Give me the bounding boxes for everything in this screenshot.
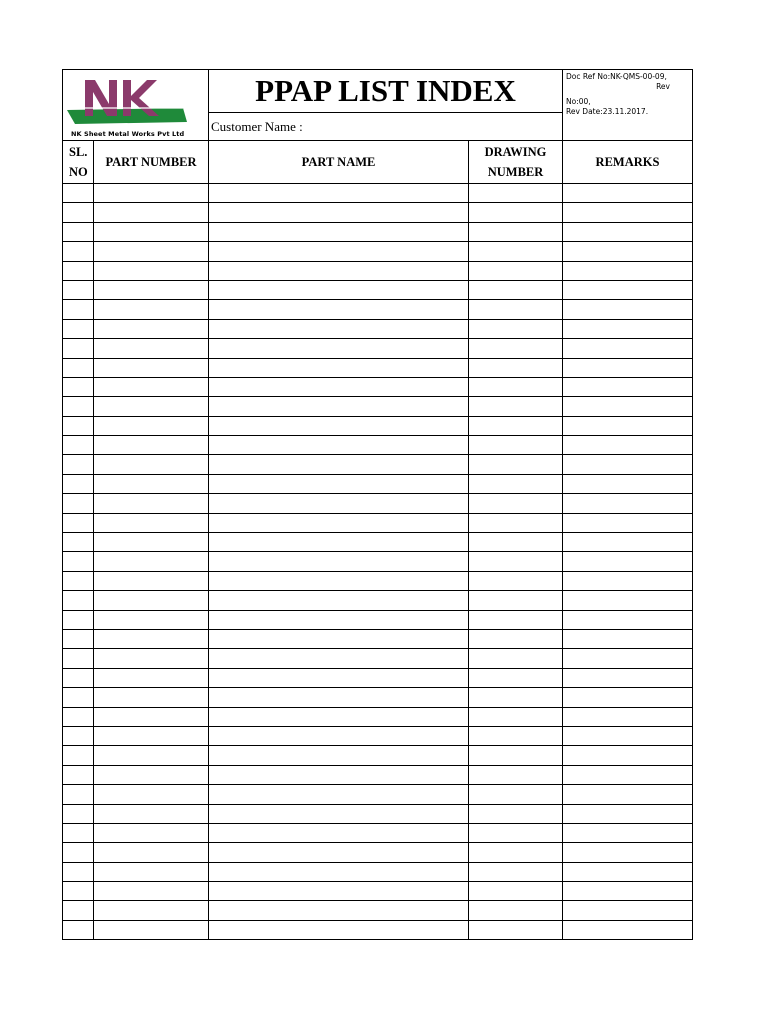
cell-sl-no[interactable] (63, 823, 94, 842)
cell-part-number[interactable] (94, 629, 209, 648)
cell-part-number[interactable] (94, 785, 209, 804)
table-row (63, 649, 693, 668)
cell-part-number[interactable] (94, 513, 209, 532)
table-row (63, 222, 693, 241)
cell-sl-no[interactable] (63, 707, 94, 726)
cell-drawing-number[interactable] (469, 843, 563, 862)
cell-part-name[interactable] (209, 823, 469, 842)
cell-drawing-number[interactable] (469, 668, 563, 687)
cell-sl-no[interactable] (63, 649, 94, 668)
cell-drawing-number[interactable] (469, 688, 563, 707)
col-header-part-name: PART NAME (209, 141, 469, 184)
cell-sl-no[interactable] (63, 494, 94, 513)
cell-part-name[interactable] (209, 765, 469, 784)
cell-sl-no[interactable] (63, 416, 94, 435)
cell-remarks[interactable] (563, 184, 693, 203)
cell-drawing-number[interactable] (469, 358, 563, 377)
cell-sl-no[interactable] (63, 222, 94, 241)
cell-drawing-number[interactable] (469, 242, 563, 261)
cell-remarks[interactable] (563, 862, 693, 881)
cell-drawing-number[interactable] (469, 436, 563, 455)
cell-sl-no[interactable] (63, 746, 94, 765)
cell-part-number[interactable] (94, 300, 209, 319)
cell-part-number[interactable] (94, 280, 209, 299)
cell-sl-no[interactable] (63, 901, 94, 920)
cell-remarks[interactable] (563, 474, 693, 493)
table-row (63, 843, 693, 862)
cell-remarks[interactable] (563, 339, 693, 358)
cell-drawing-number[interactable] (469, 280, 563, 299)
cell-part-number[interactable] (94, 707, 209, 726)
cell-part-number[interactable] (94, 823, 209, 842)
cell-sl-no[interactable] (63, 533, 94, 552)
cell-remarks[interactable] (563, 242, 693, 261)
cell-drawing-number[interactable] (469, 707, 563, 726)
cell-sl-no[interactable] (63, 571, 94, 590)
cell-sl-no[interactable] (63, 668, 94, 687)
table-row (63, 726, 693, 745)
cell-sl-no[interactable] (63, 610, 94, 629)
cell-sl-no[interactable] (63, 688, 94, 707)
table-row (63, 436, 693, 455)
cell-remarks[interactable] (563, 358, 693, 377)
cell-remarks[interactable] (563, 397, 693, 416)
cell-remarks[interactable] (563, 920, 693, 939)
cell-drawing-number[interactable] (469, 300, 563, 319)
cell-part-number[interactable] (94, 416, 209, 435)
cell-part-name[interactable] (209, 242, 469, 261)
col-header-remarks: REMARKS (563, 141, 693, 184)
cell-sl-no[interactable] (63, 862, 94, 881)
cell-part-name[interactable] (209, 552, 469, 571)
cell-sl-no[interactable] (63, 203, 94, 222)
cell-part-number[interactable] (94, 591, 209, 610)
cell-drawing-number[interactable] (469, 494, 563, 513)
cell-remarks[interactable] (563, 455, 693, 474)
table-row (63, 901, 693, 920)
cell-remarks[interactable] (563, 222, 693, 241)
cell-sl-no[interactable] (63, 261, 94, 280)
cell-part-number[interactable] (94, 649, 209, 668)
cell-drawing-number[interactable] (469, 823, 563, 842)
cell-sl-no[interactable] (63, 339, 94, 358)
cell-drawing-number[interactable] (469, 319, 563, 338)
cell-remarks[interactable] (563, 610, 693, 629)
table-row (63, 746, 693, 765)
cell-part-number[interactable] (94, 358, 209, 377)
cell-part-name[interactable] (209, 649, 469, 668)
cell-part-name[interactable] (209, 571, 469, 590)
cell-drawing-number[interactable] (469, 862, 563, 881)
cell-part-number[interactable] (94, 843, 209, 862)
cell-part-number[interactable] (94, 397, 209, 416)
cell-remarks[interactable] (563, 494, 693, 513)
table-row (63, 242, 693, 261)
cell-part-number[interactable] (94, 203, 209, 222)
cell-part-number[interactable] (94, 804, 209, 823)
cell-part-number[interactable] (94, 184, 209, 203)
cell-remarks[interactable] (563, 571, 693, 590)
cell-sl-no[interactable] (63, 629, 94, 648)
cell-remarks[interactable] (563, 843, 693, 862)
cell-remarks[interactable] (563, 319, 693, 338)
cell-sl-no[interactable] (63, 843, 94, 862)
customer-name-field[interactable]: Customer Name : (209, 113, 563, 141)
cell-sl-no[interactable] (63, 474, 94, 493)
logo-cell (63, 70, 209, 141)
cell-drawing-number[interactable] (469, 901, 563, 920)
table-row (63, 804, 693, 823)
cell-drawing-number[interactable] (469, 920, 563, 939)
company-logo (65, 74, 205, 130)
cell-remarks[interactable] (563, 300, 693, 319)
cell-sl-no[interactable] (63, 377, 94, 396)
col-header-sl-no (63, 141, 94, 184)
doc-ref-block (563, 70, 693, 141)
cell-part-name[interactable] (209, 901, 469, 920)
doc-ref-rev-date: Rev Date:23.11.2017. (566, 107, 649, 116)
cell-remarks[interactable] (563, 804, 693, 823)
cell-sl-no[interactable] (63, 455, 94, 474)
cell-drawing-number[interactable] (469, 222, 563, 241)
col-header-sl-line2: NO (69, 165, 88, 179)
cell-drawing-number[interactable] (469, 746, 563, 765)
cell-part-name[interactable] (209, 629, 469, 648)
cell-remarks[interactable] (563, 377, 693, 396)
cell-sl-no[interactable] (63, 397, 94, 416)
cell-sl-no[interactable] (63, 726, 94, 745)
cell-remarks[interactable] (563, 823, 693, 842)
table-row (63, 494, 693, 513)
cell-part-name[interactable] (209, 436, 469, 455)
table-row (63, 707, 693, 726)
cell-part-name[interactable] (209, 707, 469, 726)
cell-part-name[interactable] (209, 746, 469, 765)
cell-sl-no[interactable] (63, 552, 94, 571)
cell-sl-no[interactable] (63, 280, 94, 299)
cell-part-name[interactable] (209, 300, 469, 319)
table-row (63, 785, 693, 804)
doc-ref-number: Doc Ref No:NK-QMS-00-09, (566, 72, 667, 81)
cell-remarks[interactable] (563, 882, 693, 901)
cell-drawing-number[interactable] (469, 726, 563, 745)
cell-part-name[interactable] (209, 319, 469, 338)
table-row (63, 823, 693, 842)
cell-part-name[interactable] (209, 377, 469, 396)
cell-part-name[interactable] (209, 358, 469, 377)
cell-part-number[interactable] (94, 882, 209, 901)
column-header-row (63, 141, 693, 184)
cell-remarks[interactable] (563, 261, 693, 280)
cell-part-name[interactable] (209, 474, 469, 493)
table-row (63, 882, 693, 901)
table-row (63, 668, 693, 687)
table-row (63, 319, 693, 338)
cell-part-name[interactable] (209, 785, 469, 804)
table-row (63, 203, 693, 222)
cell-sl-no[interactable] (63, 242, 94, 261)
cell-part-number[interactable] (94, 533, 209, 552)
cell-part-number[interactable] (94, 765, 209, 784)
cell-part-name[interactable] (209, 222, 469, 241)
cell-sl-no[interactable] (63, 184, 94, 203)
table-row (63, 397, 693, 416)
cell-part-number[interactable] (94, 494, 209, 513)
cell-part-name[interactable] (209, 261, 469, 280)
cell-part-name[interactable] (209, 455, 469, 474)
table-row (63, 455, 693, 474)
cell-drawing-number[interactable] (469, 785, 563, 804)
table-row (63, 765, 693, 784)
cell-drawing-number[interactable] (469, 203, 563, 222)
cell-part-name[interactable] (209, 494, 469, 513)
table-row (63, 184, 693, 203)
cell-part-number[interactable] (94, 261, 209, 280)
col-header-sl-line1: SL. (69, 145, 88, 159)
table-row (63, 474, 693, 493)
table-row (63, 610, 693, 629)
cell-sl-no[interactable] (63, 882, 94, 901)
cell-part-name[interactable] (209, 862, 469, 881)
cell-remarks[interactable] (563, 533, 693, 552)
cell-part-number[interactable] (94, 668, 209, 687)
doc-ref-rev-label: Rev (656, 82, 670, 91)
cell-drawing-number[interactable] (469, 571, 563, 590)
doc-ref-rev-number: No:00, (566, 97, 591, 106)
cell-sl-no[interactable] (63, 785, 94, 804)
cell-remarks[interactable] (563, 746, 693, 765)
cell-part-name[interactable] (209, 416, 469, 435)
table-row (63, 552, 693, 571)
cell-remarks[interactable] (563, 552, 693, 571)
cell-sl-no[interactable] (63, 436, 94, 455)
col-header-drawing-line2: NUMBER (487, 165, 544, 179)
col-header-part-number: PART NUMBER (94, 141, 209, 184)
cell-part-name[interactable] (209, 591, 469, 610)
table-row (63, 513, 693, 532)
ppap-form (62, 69, 692, 940)
cell-remarks[interactable] (563, 726, 693, 745)
cell-drawing-number[interactable] (469, 882, 563, 901)
cell-part-number[interactable] (94, 436, 209, 455)
cell-drawing-number[interactable] (469, 610, 563, 629)
col-header-drawing-line1: DRAWING (484, 145, 547, 159)
ppap-list-table (62, 69, 693, 940)
cell-part-number[interactable] (94, 920, 209, 939)
cell-drawing-number[interactable] (469, 533, 563, 552)
table-row (63, 629, 693, 648)
cell-part-name[interactable] (209, 339, 469, 358)
table-row (63, 280, 693, 299)
table-row (63, 339, 693, 358)
cell-part-number[interactable] (94, 610, 209, 629)
cell-part-name[interactable] (209, 688, 469, 707)
table-row (63, 688, 693, 707)
cell-drawing-number[interactable] (469, 377, 563, 396)
table-row (63, 591, 693, 610)
cell-part-name[interactable] (209, 726, 469, 745)
cell-part-number[interactable] (94, 222, 209, 241)
company-name: NK Sheet Metal Works Pvt Ltd (71, 130, 185, 138)
cell-remarks[interactable] (563, 707, 693, 726)
cell-drawing-number[interactable] (469, 513, 563, 532)
cell-part-number[interactable] (94, 862, 209, 881)
cell-remarks[interactable] (563, 280, 693, 299)
cell-part-number[interactable] (94, 552, 209, 571)
cell-sl-no[interactable] (63, 513, 94, 532)
cell-sl-no[interactable] (63, 358, 94, 377)
cell-part-number[interactable] (94, 746, 209, 765)
cell-drawing-number[interactable] (469, 804, 563, 823)
cell-drawing-number[interactable] (469, 591, 563, 610)
cell-part-number[interactable] (94, 339, 209, 358)
cell-part-name[interactable] (209, 610, 469, 629)
cell-drawing-number[interactable] (469, 552, 563, 571)
table-row (63, 300, 693, 319)
cell-remarks[interactable] (563, 649, 693, 668)
cell-drawing-number[interactable] (469, 339, 563, 358)
cell-sl-no[interactable] (63, 765, 94, 784)
cell-part-number[interactable] (94, 474, 209, 493)
cell-remarks[interactable] (563, 203, 693, 222)
cell-sl-no[interactable] (63, 920, 94, 939)
cell-remarks[interactable] (563, 416, 693, 435)
table-row (63, 416, 693, 435)
table-row (63, 358, 693, 377)
cell-drawing-number[interactable] (469, 261, 563, 280)
cell-drawing-number[interactable] (469, 474, 563, 493)
cell-part-name[interactable] (209, 184, 469, 203)
cell-part-number[interactable] (94, 377, 209, 396)
cell-part-name[interactable] (209, 203, 469, 222)
cell-part-name[interactable] (209, 668, 469, 687)
cell-part-name[interactable] (209, 804, 469, 823)
cell-part-number[interactable] (94, 242, 209, 261)
cell-part-name[interactable] (209, 513, 469, 532)
cell-remarks[interactable] (563, 688, 693, 707)
cell-drawing-number[interactable] (469, 629, 563, 648)
cell-part-name[interactable] (209, 920, 469, 939)
table-row (63, 571, 693, 590)
cell-drawing-number[interactable] (469, 416, 563, 435)
cell-remarks[interactable] (563, 436, 693, 455)
cell-part-name[interactable] (209, 533, 469, 552)
cell-part-name[interactable] (209, 882, 469, 901)
table-row (63, 533, 693, 552)
table-row (63, 261, 693, 280)
cell-remarks[interactable] (563, 765, 693, 784)
cell-sl-no[interactable] (63, 804, 94, 823)
cell-part-name[interactable] (209, 397, 469, 416)
table-row (63, 377, 693, 396)
cell-drawing-number[interactable] (469, 397, 563, 416)
cell-remarks[interactable] (563, 785, 693, 804)
cell-remarks[interactable] (563, 629, 693, 648)
cell-part-number[interactable] (94, 455, 209, 474)
cell-remarks[interactable] (563, 901, 693, 920)
col-header-drawing-number (469, 141, 563, 184)
page-title: PPAP LIST INDEX (209, 70, 563, 113)
cell-remarks[interactable] (563, 668, 693, 687)
cell-part-number[interactable] (94, 571, 209, 590)
cell-drawing-number[interactable] (469, 455, 563, 474)
cell-drawing-number[interactable] (469, 765, 563, 784)
cell-remarks[interactable] (563, 591, 693, 610)
table-row (63, 920, 693, 939)
cell-part-name[interactable] (209, 843, 469, 862)
cell-part-name[interactable] (209, 280, 469, 299)
cell-sl-no[interactable] (63, 591, 94, 610)
cell-part-number[interactable] (94, 726, 209, 745)
cell-remarks[interactable] (563, 513, 693, 532)
cell-sl-no[interactable] (63, 300, 94, 319)
table-row (63, 862, 693, 881)
cell-sl-no[interactable] (63, 319, 94, 338)
cell-part-number[interactable] (94, 901, 209, 920)
cell-part-number[interactable] (94, 688, 209, 707)
cell-drawing-number[interactable] (469, 649, 563, 668)
cell-drawing-number[interactable] (469, 184, 563, 203)
cell-part-number[interactable] (94, 319, 209, 338)
